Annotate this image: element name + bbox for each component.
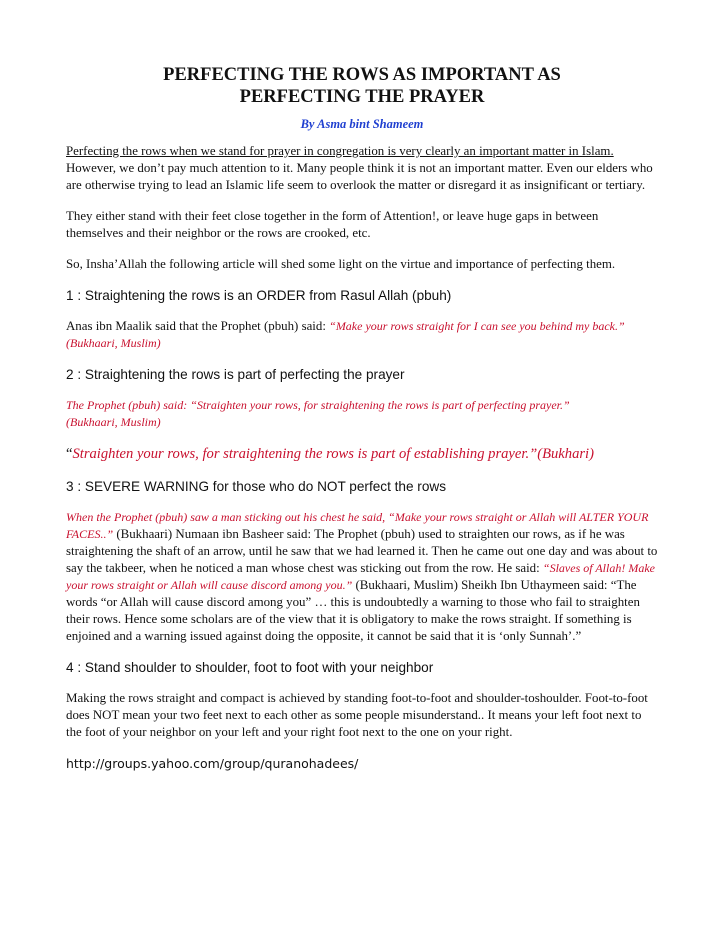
section-2-open-quote: “ — [66, 446, 73, 462]
section-1-quote: “Make your rows straight for I can see you behind my back.” — [329, 319, 625, 333]
section-2-body — [66, 397, 658, 431]
title-line-2: PERFECTING THE PRAYER — [239, 87, 485, 107]
section-3-text-2: (Bukhaari, Muslim) Sheikh Ibn Uthaymeen said: “The words “or Allah will cause discord among you” … this is undoubtedly a warning to those who fail to straighten their rows. Hence some scholars are of the view that it is obligatory to make the rows straight. If something is enjoined and a warning issued against doing the opposite, it cannot be said that it is ‘only Sunnah’.” — [66, 578, 640, 643]
section-2-quote: The Prophet (pbuh) said: “Straighten your rows, for straightening the rows is part of perfecting prayer.” — [66, 398, 570, 412]
section-3-heading: 3 : SEVERE WARNING for those who do NOT perfect the rows — [66, 479, 447, 494]
section-1-source: (Bukhaari, Muslim) — [66, 336, 161, 350]
section-2-source: (Bukhaari, Muslim) — [66, 415, 161, 429]
intro-rest: However, we don’t pay much attention to it. Many people think it is not an important matter. Even our elders who are otherwise trying to lead an Islamic life seem to overlook the matter or disregard it as insignificant or tertiary. — [66, 161, 653, 192]
section-4-heading: 4 : Stand shoulder to shoulder, foot to foot with your neighbor — [66, 660, 434, 675]
intro-first-line: Perfecting the rows when we stand for prayer in congregation is very clearly an important matter in Islam. — [66, 144, 614, 158]
section-2-second-quote-paragraph — [66, 445, 658, 464]
footer-link[interactable]: http://groups.yahoo.com/group/quranohadees/ — [66, 756, 359, 771]
page-title — [66, 64, 658, 108]
section-1-lead: Anas ibn Maalik said that the Prophet (pbuh) said: — [66, 319, 330, 333]
author-byline: By Asma bint Shameem — [300, 117, 424, 131]
section-4-body: Making the rows straight and compact is achieved by standing foot-to-foot and shoulder-toshoulder. Foot-to-foot does NOT mean your two feet next to each other as some people misunderstand.. It means your left foot next to the foot of your neighbor on your left and your right foot next to the one on your right. — [66, 691, 648, 739]
intro-paragraph-1 — [66, 143, 658, 194]
section-3-text-1: (Bukhaari) Numaan ibn Basheer said: The Prophet (pbuh) used to straighten our rows, as if he was straightening the shaft of an arrow, until he saw that we had learned it. Then he came out one day and was about to say the takbeer, when he noticed a man whose chest was sticking out from the row. He said: — [66, 527, 658, 575]
title-line-1: PERFECTING THE ROWS AS IMPORTANT AS — [163, 65, 561, 85]
intro-paragraph-3: So, Insha’Allah the following article will shed some light on the virtue and importance of perfecting them. — [66, 257, 616, 271]
section-3-quote-1: When the Prophet (pbuh) saw a man sticking out his chest he said, “Make your rows straight or Allah will ALTER YOUR FACES..” — [66, 510, 649, 541]
intro-paragraph-2: They either stand with their feet close together in the form of Attention!, or leave huge gaps in between themselves and their neighbor or the rows are crooked, etc. — [66, 209, 599, 240]
section-3-quote-2: “Slaves of Allah! Make your rows straight or Allah will cause discord among you.” — [66, 561, 655, 592]
section-2-heading: 2 : Straightening the rows is part of perfecting the prayer — [66, 367, 405, 382]
section-1-heading: 1 : Straightening the rows is an ORDER from Rasul Allah (pbuh) — [66, 288, 452, 303]
section-3-body — [66, 509, 658, 645]
section-1-body — [66, 318, 658, 352]
document-page — [66, 64, 658, 786]
section-2-second-quote: Straighten your rows, for straightening the rows is part of establishing prayer.”(Bukhari) — [72, 446, 594, 462]
